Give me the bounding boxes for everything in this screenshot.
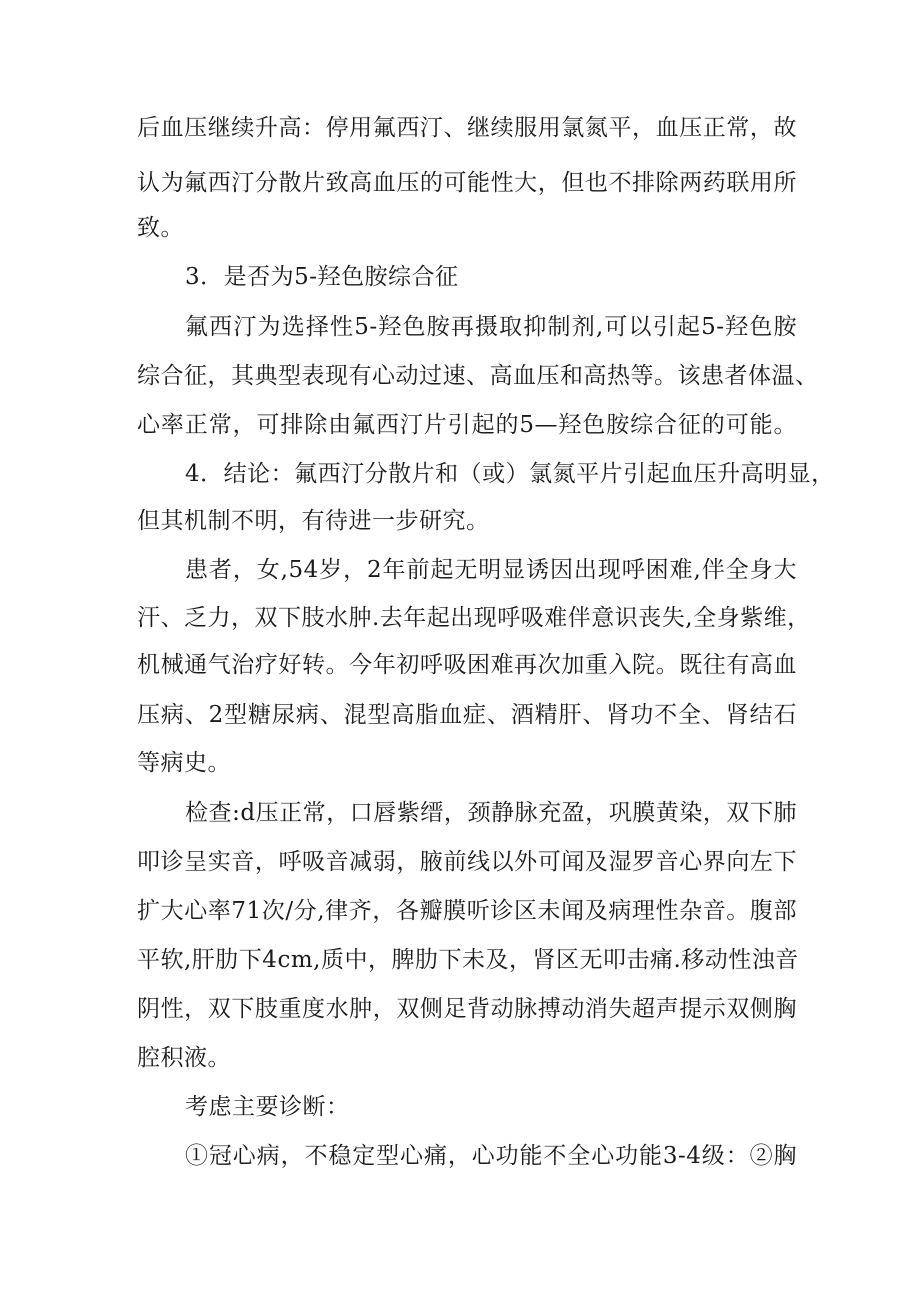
text-line: 汗、乏力，双下肢水肿.去年起出现呼吸难伴意识丧失,全身紫维，	[137, 605, 811, 631]
text-line: 患者，女,54岁，2年前起无明显诱因出现呼困难,伴全身大	[185, 557, 797, 583]
section-heading: 4．结论：氟西汀分散片和（或）氯氮平片引起血压升高明显，	[185, 461, 835, 487]
section-heading: 考虑主要诊断：	[185, 1094, 350, 1120]
text-line: 等病史。	[137, 750, 231, 776]
text-line: 扩大心率71次/分,律齐，各瓣膜听诊区未闻及病理性杂音。腹部	[137, 898, 797, 924]
text-line: 认为氟西汀分散片致高血压的可能性大，但也不排除两药联用所	[137, 170, 797, 196]
text-line: 检查:d压正常，口唇紫缙，颈静脉充盈，巩膜黄染，双下肺	[185, 800, 797, 826]
text-line: ①冠心病，不稳定型心痛，心功能不全心功能3-4级：②胸	[185, 1143, 797, 1169]
text-line: 阴性，双下肢重度水肿，双侧足背动脉搏动消失超声提示双侧胸	[137, 996, 797, 1022]
text-line: 叩诊呈实音，呼吸音减弱，腋前线以外可闻及湿罗音心界向左下	[137, 849, 797, 875]
text-line: 后血压继续升高：停用氟西汀、继续服用氯氮平，血压正常，故	[137, 115, 797, 141]
text-line: 心率正常，可排除由氟西汀片引起的5—羟色胺综合征的可能。	[137, 412, 797, 438]
text-line: 腔积液。	[137, 1045, 231, 1071]
text-line: 机械通气治疗好转。今年初呼吸困难再次加重入院。既往有高血	[137, 652, 797, 678]
text-line: 压病、2型糖尿病、混型高脂血症、酒精肝、肾功不全、肾结石	[137, 702, 797, 728]
text-line: 致。	[137, 215, 184, 241]
text-line: 综合征，其典型表现有心动过速、高血压和高热等。该患者体温、	[137, 363, 819, 389]
section-heading: 3．是否为5-羟色胺综合征	[185, 264, 459, 290]
text-line: 氟西汀为选择性5-羟色胺再摄取抑制剂,可以引起5-羟色胺	[185, 314, 797, 340]
text-line: 但其机制不明，有待进一步研究。	[137, 508, 490, 534]
text-line: 平软,肝肋下4cm,质中，脾肋下未及，肾区无叩击痛.移动性浊音	[137, 947, 799, 973]
